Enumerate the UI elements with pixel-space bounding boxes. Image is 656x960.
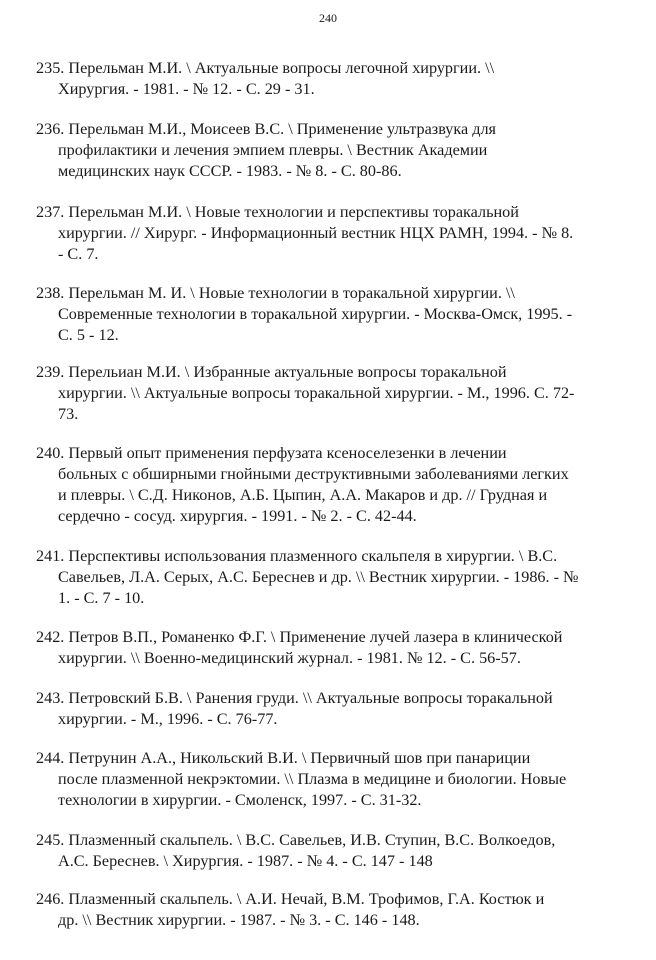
reference-text: Перельиан М.И. \ Избранные актуальные вопросы торакальной <box>68 363 507 381</box>
reference-text: хирургии. // Хирург. - Информационный вестник НЦХ РАМН, 1994. - № 8. <box>58 224 574 242</box>
reference-text: Савельев, Л.А. Серых, А.С. Береснев и др. \\ Вестник хирургии. - 1986. - № <box>58 568 579 586</box>
reference-text: др. \\ Вестник хирургии. - 1987. - № 3. - С. 146 - 148. <box>58 911 420 929</box>
reference-text: больных с обширными гнойными деструктивными заболеваниями легких <box>58 465 569 483</box>
reference-text: Петровский Б.В. \ Ранения груди. \\ Актуальные вопросы торакальной <box>68 689 553 707</box>
reference-text: технологии в хирургии. - Смоленск, 1997. - С. 31-32. <box>58 791 422 809</box>
reference-item <box>36 748 626 811</box>
reference-number: 246. <box>36 890 65 908</box>
reference-item <box>36 688 626 730</box>
reference-text: хирургии. - М., 1996. - С. 76-77. <box>58 710 278 728</box>
reference-text: С. 5 - 12. <box>58 326 119 344</box>
page-number: 240 <box>319 11 337 25</box>
reference-number: 243. <box>36 689 65 707</box>
reference-text: Хирургия. - 1981. - № 12. - С. 29 - 31. <box>58 80 315 98</box>
reference-text: - С. 7. <box>58 245 99 263</box>
reference-text: Современные технологии в торакальной хирургии. - Москва-Омск, 1995. - <box>58 305 573 323</box>
reference-item <box>36 830 626 872</box>
reference-text: сердечно - сосуд. хирургия. - 1991. - № 2. - С. 42-44. <box>58 507 417 525</box>
reference-item <box>36 546 626 609</box>
reference-number: 242. <box>36 628 65 646</box>
reference-text: после плазменной некрэктомии. \\ Плазма в медицине и биологии. Новые <box>58 770 567 788</box>
reference-text: Перспективы использования плазменного скальпеля в хирургии. \ В.С. <box>68 547 558 565</box>
reference-text: медицинских наук СССР. - 1983. - № 8. - С. 80-86. <box>58 162 402 180</box>
reference-item <box>36 283 626 346</box>
reference-text: Перельман М. И. \ Новые технологии в торакальной хирургии. \\ <box>68 284 515 302</box>
reference-text: Перельман М.И. \ Новые технологии и перспективы торакальной <box>68 203 519 221</box>
reference-text: Петров В.П., Романенко Ф.Г. \ Применение лучей лазера в клинической <box>68 628 563 646</box>
reference-text: Плазменный скальпель. \ А.И. Нечай, В.М. Трофимов, Г.А. Костюк и <box>68 890 545 908</box>
reference-number: 239. <box>36 363 65 381</box>
reference-text: хирургии. \\ Военно-медицинский журнал. - 1981. № 12. - С. 56-57. <box>58 649 521 667</box>
reference-item <box>36 889 626 931</box>
reference-text: хирургии. \\ Актуальные вопросы торакальной хирургии. - М., 1996. С. 72- <box>58 384 575 402</box>
reference-number: 238. <box>36 284 65 302</box>
reference-item <box>36 58 626 100</box>
reference-text: Петрунин А.А., Никольский В.И. \ Первичный шов при панариции <box>68 749 531 767</box>
reference-number: 237. <box>36 203 65 221</box>
reference-number: 241. <box>36 547 65 565</box>
reference-number: 236. <box>36 120 65 138</box>
reference-item <box>36 119 626 182</box>
reference-text: и плевры. \ С.Д. Никонов, А.Б. Цыпин, А.А. Макаров и др. // Грудная и <box>58 486 548 504</box>
reference-item <box>36 202 626 265</box>
reference-text: Перельман М.И. \ Актуальные вопросы легочной хирургии. \\ <box>68 59 495 77</box>
reference-text: 1. - С. 7 - 10. <box>58 589 145 607</box>
reference-item <box>36 443 626 527</box>
reference-text: 73. <box>58 405 79 423</box>
reference-item <box>36 362 626 425</box>
reference-number: 240. <box>36 444 65 462</box>
reference-text: А.С. Береснев. \ Хирургия. - 1987. - № 4. - С. 147 - 148 <box>58 852 433 870</box>
reference-item <box>36 627 626 669</box>
reference-text: Первый опыт применения перфузата ксеноселезенки в лечении <box>68 444 507 462</box>
reference-text: Перельман М.И., Моисеев В.С. \ Применение ультразвука для <box>68 120 496 138</box>
reference-text: профилактики и лечения эмпием плевры. \ Вестник Академии <box>58 141 488 159</box>
reference-number: 245. <box>36 831 65 849</box>
reference-number: 244. <box>36 749 65 767</box>
reference-text: Плазменный скальпель. \ В.С. Савельев, И.В. Ступин, В.С. Волкоедов, <box>68 831 556 849</box>
reference-number: 235. <box>36 59 65 77</box>
